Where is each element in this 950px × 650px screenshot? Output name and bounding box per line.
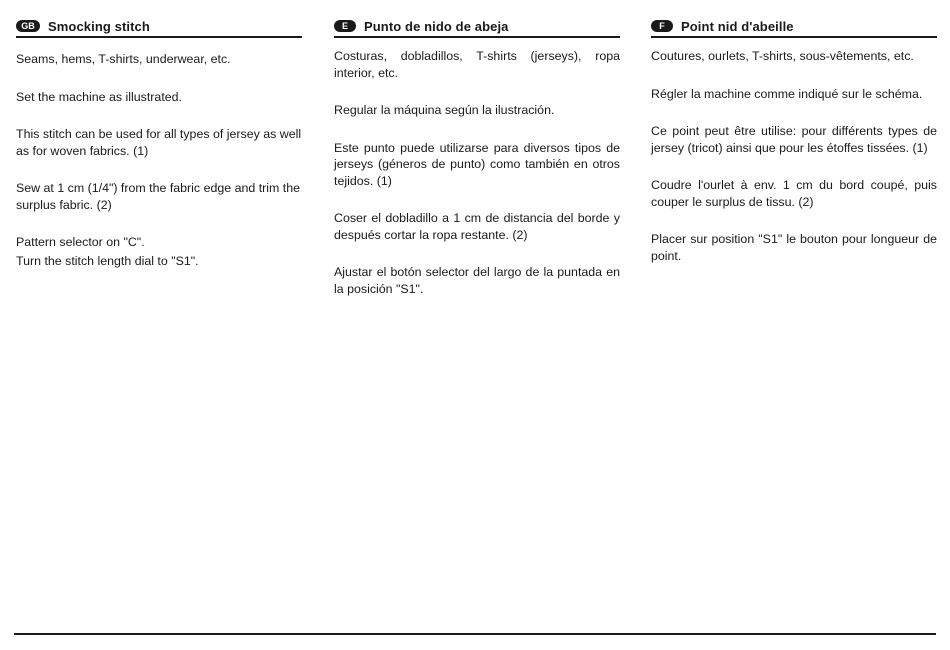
paragraph: Placer sur position "S1" le bouton pour longueur de point. xyxy=(651,232,937,263)
column-spanish xyxy=(334,17,620,297)
paragraph: Régler la machine comme indiqué sur le schéma. xyxy=(651,86,923,101)
column-french xyxy=(651,17,937,264)
paragraph: Este punto puede utilizarse para diversos tipos de jerseys (géneros de punto) como también en otros tejidos. (1) xyxy=(334,140,620,188)
paragraph: Pattern selector on "C". xyxy=(16,235,145,249)
paragraph: Coudre l'ourlet à env. 1 cm du bord coupé, puis couper le surplus de tissu. (2) xyxy=(651,178,937,209)
bottom-divider xyxy=(14,633,936,635)
paragraph: Ce point peut être utilise: pour différents types de jersey (tricot) ainsi que pour les étoffes tissées. (1) xyxy=(651,124,937,155)
paragraph: Sew at 1 cm (1/4") from the fabric edge and trim the surplus fabric. (2) xyxy=(16,181,300,212)
section-header-french xyxy=(651,17,937,38)
paragraph: Coser el dobladillo a 1 cm de distancia del borde y después cortar la ropa restante. (2) xyxy=(334,211,620,242)
language-badge-f: F xyxy=(651,20,673,32)
paragraph: Ajustar el botón selector del largo de la puntada en la posición "S1". xyxy=(334,265,620,296)
paragraph: This stitch can be used for all types of jersey as well as for woven fabrics. (1) xyxy=(16,127,302,158)
language-badge-gb: GB xyxy=(16,20,40,32)
paragraph: Set the machine as illustrated. xyxy=(16,89,182,104)
section-header-english xyxy=(16,17,302,38)
section-title-spanish: Punto de nido de abeja xyxy=(364,18,509,34)
section-title-french: Point nid d'abeille xyxy=(681,18,794,34)
section-header-spanish xyxy=(334,17,620,38)
paragraph: Costuras, dobladillos, T-shirts (jerseys), ropa interior, etc. xyxy=(334,49,620,80)
language-badge-e: E xyxy=(334,20,356,32)
paragraph: Coutures, ourlets, T-shirts, sous-vêtements, etc. xyxy=(651,49,914,63)
column-english xyxy=(16,17,302,269)
paragraph: Regular la máquina según la ilustración. xyxy=(334,103,555,117)
section-title-english: Smocking stitch xyxy=(48,18,150,34)
paragraph: Seams, hems, T-shirts, underwear, etc. xyxy=(16,52,231,66)
paragraph: Turn the stitch length dial to "S1". xyxy=(16,253,199,268)
